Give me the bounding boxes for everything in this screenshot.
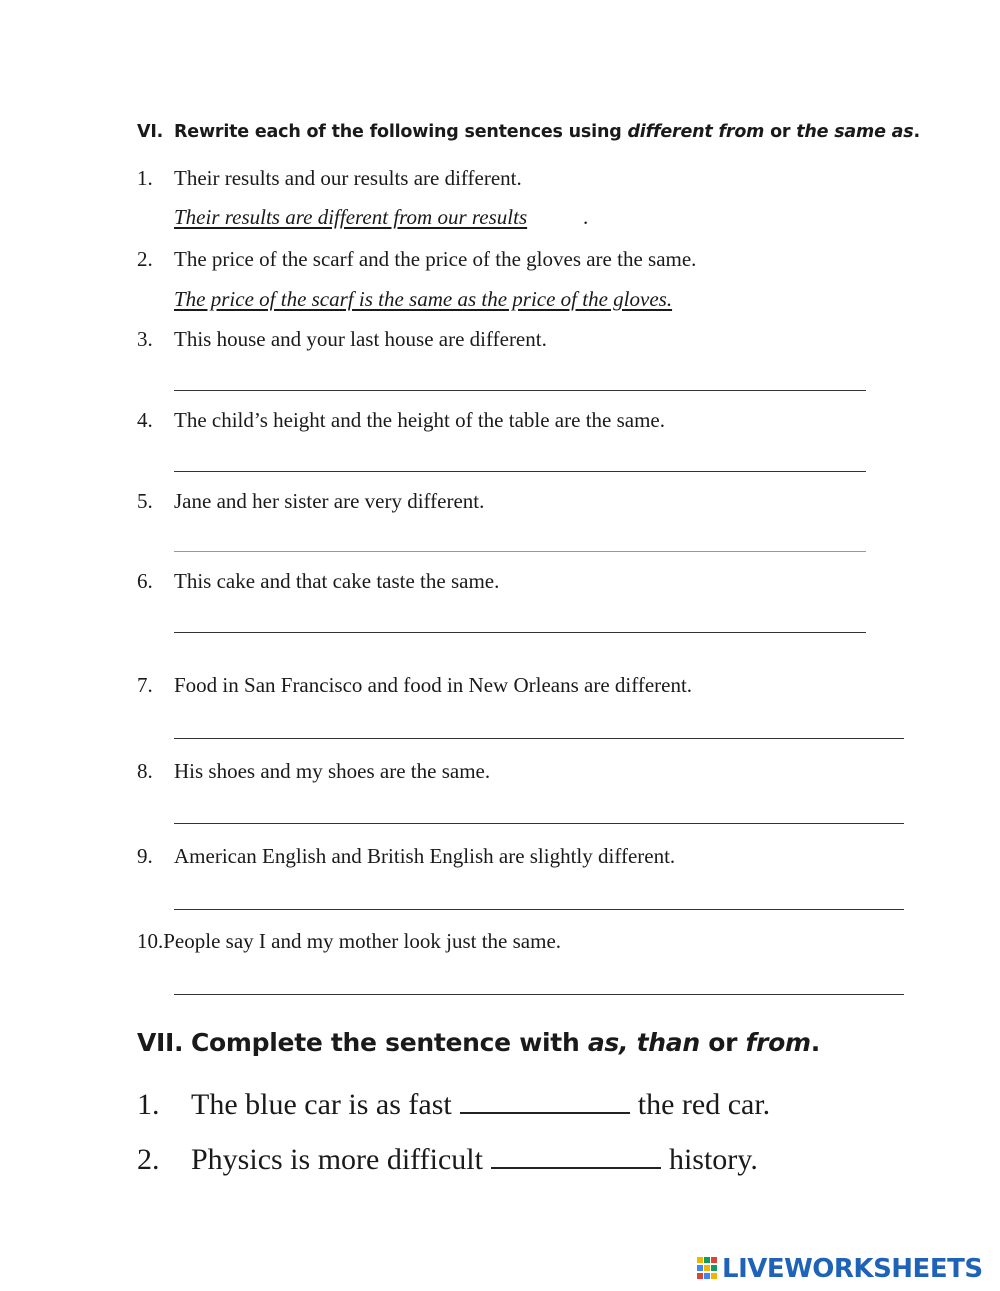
answer-line-6[interactable] <box>174 632 866 633</box>
logo-text: LIVEWORKSHEETS <box>722 1254 983 1284</box>
section-6-number: VI. <box>137 122 164 142</box>
question-9: 9. American English and British English are slightly different. <box>137 844 676 868</box>
answer-line-9[interactable] <box>174 909 904 910</box>
answer-1: Their results are different from our results <box>174 205 528 229</box>
question-5: 5. Jane and her sister are very different. <box>137 489 485 513</box>
section-6-heading: VI. Rewrite each of the following sentences using different from or the same as. <box>137 122 920 142</box>
section-7-heading: VII. Complete the sentence with as, than or from. <box>137 1028 820 1057</box>
question-4: 4. The child’s height and the height of the table are the same. <box>137 408 665 432</box>
answer-2: The price of the scarf is the same as the price of the gloves. <box>174 287 673 311</box>
answer-line-3[interactable] <box>174 390 866 391</box>
word-from: from <box>745 1028 811 1057</box>
question-1: 1. Their results and our results are different. <box>137 166 522 190</box>
question-7: 7. Food in San Francisco and food in New Orleans are different. <box>137 673 693 697</box>
fill-sentence-1: 1. The blue car is as fast the red car. <box>137 1088 771 1121</box>
answer-line-5[interactable] <box>174 551 866 552</box>
words-as-than: as, than <box>587 1028 700 1057</box>
answer-line-8[interactable] <box>174 823 904 824</box>
question-2: 2. The price of the scarf and the price of the gloves are the same. <box>137 247 697 271</box>
liveworksheets-logo <box>696 1254 983 1284</box>
question-8: 8. His shoes and my shoes are the same. <box>137 759 491 783</box>
answer-line-4[interactable] <box>174 471 866 472</box>
fill-blank-1[interactable] <box>460 1088 630 1114</box>
phrase-different-from: different from <box>627 122 765 142</box>
question-10: 10.People say I and my mother look just the same. <box>137 929 562 953</box>
section-7-number: VII. <box>137 1028 184 1057</box>
answer-line-7[interactable] <box>174 738 904 739</box>
question-3: 3. This house and your last house are different. <box>137 327 547 351</box>
section-6-instruction: Rewrite each of the following sentences using <box>174 122 628 142</box>
answer-line-10[interactable] <box>174 994 904 995</box>
fill-sentence-2: 2. Physics is more difficult history. <box>137 1143 758 1176</box>
phrase-the-same-as: the same as <box>796 122 914 142</box>
answer-1-period: . <box>583 205 589 229</box>
question-6: 6. This cake and that cake taste the same. <box>137 569 500 593</box>
fill-blank-2[interactable] <box>491 1143 661 1169</box>
liveworksheets-icon <box>696 1256 718 1282</box>
